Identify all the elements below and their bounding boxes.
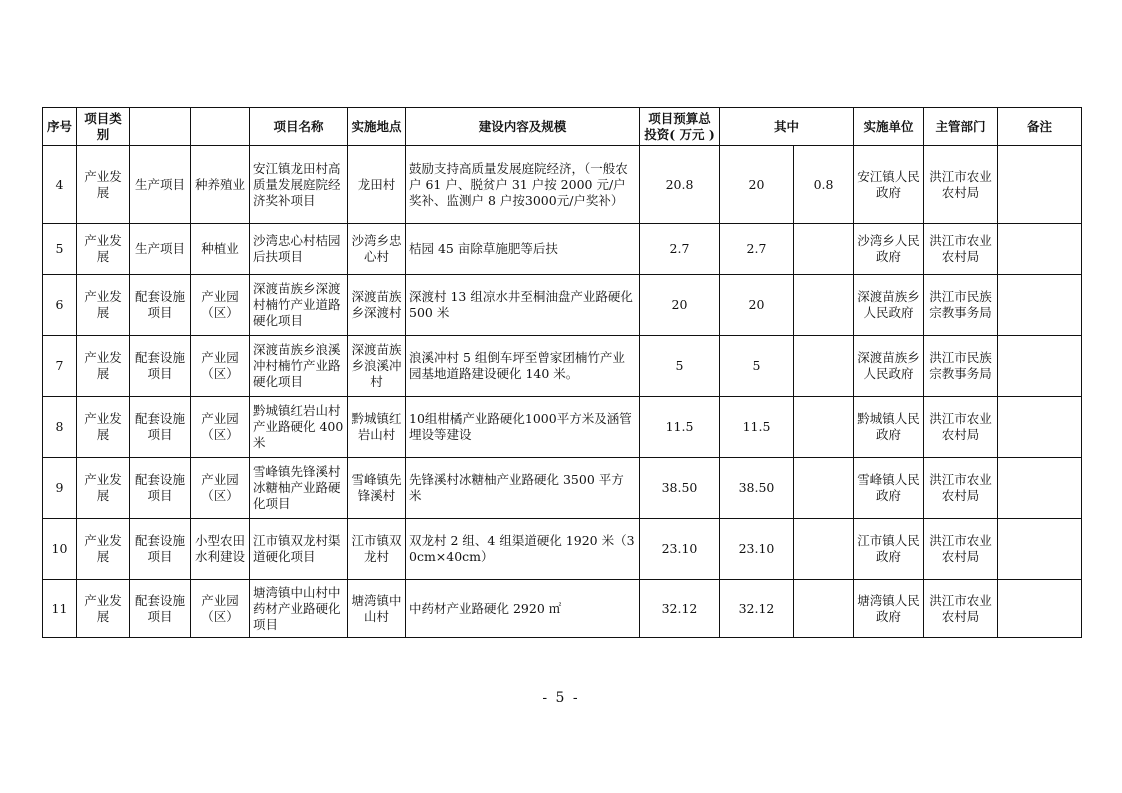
cell-seq: 11 (43, 580, 77, 638)
header-category: 项目类别 (77, 108, 130, 146)
table-row (43, 146, 1082, 224)
cell-subtype: 种植业 (191, 224, 250, 275)
cell-name: 江市镇双龙村渠道硬化项目 (250, 519, 348, 580)
cell-content: 双龙村 2 组、4 组渠道硬化 1920 米（30cm×40cm） (406, 519, 640, 580)
cell-fund-a: 2.7 (720, 224, 794, 275)
cell-fund-b (794, 336, 854, 397)
header-of-which: 其中 (720, 108, 854, 146)
header-dept: 主管部门 (924, 108, 998, 146)
page-number: - 5 - (542, 690, 580, 706)
cell-fund-a: 38.50 (720, 458, 794, 519)
cell-type: 配套设施项目 (130, 519, 191, 580)
cell-category: 产业发展 (77, 519, 130, 580)
cell-seq: 6 (43, 275, 77, 336)
cell-name: 雪峰镇先锋溪村冰糖柚产业路硬化项目 (250, 458, 348, 519)
cell-location: 深渡苗族乡深渡村 (348, 275, 406, 336)
cell-content: 中药材产业路硬化 2920 ㎡ (406, 580, 640, 638)
cell-subtype: 产业园（区） (191, 580, 250, 638)
cell-category: 产业发展 (77, 224, 130, 275)
cell-fund-a: 5 (720, 336, 794, 397)
cell-dept: 洪江市农业农村局 (924, 224, 998, 275)
cell-dept: 洪江市农业农村局 (924, 146, 998, 224)
cell-remark (998, 397, 1082, 458)
cell-category: 产业发展 (77, 336, 130, 397)
cell-unit: 塘湾镇人民政府 (854, 580, 924, 638)
table-row (43, 580, 1082, 638)
cell-content: 10组柑橘产业路硬化1000平方米及涵管埋设等建设 (406, 397, 640, 458)
cell-fund-b (794, 580, 854, 638)
cell-type: 配套设施项目 (130, 275, 191, 336)
cell-budget: 32.12 (640, 580, 720, 638)
cell-seq: 5 (43, 224, 77, 275)
cell-fund-a: 11.5 (720, 397, 794, 458)
cell-fund-a: 32.12 (720, 580, 794, 638)
project-table (42, 107, 1082, 638)
cell-fund-a: 20 (720, 146, 794, 224)
cell-fund-a: 23.10 (720, 519, 794, 580)
cell-remark (998, 336, 1082, 397)
cell-seq: 4 (43, 146, 77, 224)
cell-location: 沙湾乡忠心村 (348, 224, 406, 275)
cell-type: 生产项目 (130, 146, 191, 224)
cell-subtype: 产业园（区） (191, 458, 250, 519)
cell-fund-b: 0.8 (794, 146, 854, 224)
cell-dept: 洪江市民族宗教事务局 (924, 336, 998, 397)
cell-type: 配套设施项目 (130, 580, 191, 638)
cell-unit: 安江镇人民政府 (854, 146, 924, 224)
cell-name: 沙湾忠心村桔园后扶项目 (250, 224, 348, 275)
cell-name: 黔城镇红岩山村产业路硬化 400 米 (250, 397, 348, 458)
cell-fund-b (794, 519, 854, 580)
cell-seq: 8 (43, 397, 77, 458)
header-sub2 (191, 108, 250, 146)
cell-budget: 38.50 (640, 458, 720, 519)
cell-unit: 深渡苗族乡人民政府 (854, 275, 924, 336)
cell-name: 深渡苗族乡深渡村楠竹产业道路硬化项目 (250, 275, 348, 336)
cell-dept: 洪江市农业农村局 (924, 397, 998, 458)
cell-seq: 9 (43, 458, 77, 519)
cell-location: 雪峰镇先锋溪村 (348, 458, 406, 519)
cell-category: 产业发展 (77, 580, 130, 638)
cell-subtype: 种养殖业 (191, 146, 250, 224)
cell-content: 桔园 45 亩除草施肥等后扶 (406, 224, 640, 275)
header-location: 实施地点 (348, 108, 406, 146)
cell-dept: 洪江市农业农村局 (924, 519, 998, 580)
cell-unit: 江市镇人民政府 (854, 519, 924, 580)
cell-content: 深渡村 13 组凉水井至桐油盘产业路硬化 500 米 (406, 275, 640, 336)
cell-subtype: 产业园（区） (191, 397, 250, 458)
cell-remark (998, 519, 1082, 580)
header-remark: 备注 (998, 108, 1082, 146)
cell-type: 配套设施项目 (130, 336, 191, 397)
cell-fund-b (794, 397, 854, 458)
table-row (43, 519, 1082, 580)
cell-category: 产业发展 (77, 275, 130, 336)
table-row (43, 275, 1082, 336)
cell-budget: 2.7 (640, 224, 720, 275)
header-name: 项目名称 (250, 108, 348, 146)
header-seq: 序号 (43, 108, 77, 146)
cell-unit: 沙湾乡人民政府 (854, 224, 924, 275)
table-row (43, 336, 1082, 397)
cell-remark (998, 275, 1082, 336)
table-header-row (43, 108, 1082, 146)
header-sub1 (130, 108, 191, 146)
table-row (43, 458, 1082, 519)
cell-remark (998, 458, 1082, 519)
cell-fund-b (794, 275, 854, 336)
cell-name: 深渡苗族乡浪溪冲村楠竹产业路硬化项目 (250, 336, 348, 397)
cell-location: 塘湾镇中山村 (348, 580, 406, 638)
cell-location: 龙田村 (348, 146, 406, 224)
cell-unit: 深渡苗族乡人民政府 (854, 336, 924, 397)
cell-subtype: 小型农田水利建设 (191, 519, 250, 580)
cell-type: 配套设施项目 (130, 397, 191, 458)
cell-category: 产业发展 (77, 458, 130, 519)
cell-unit: 雪峰镇人民政府 (854, 458, 924, 519)
header-budget: 项目预算总投资( 万元 ) (640, 108, 720, 146)
cell-remark (998, 146, 1082, 224)
table-row (43, 397, 1082, 458)
cell-fund-b (794, 224, 854, 275)
cell-fund-b (794, 458, 854, 519)
cell-budget: 23.10 (640, 519, 720, 580)
cell-name: 安江镇龙田村高质量发展庭院经济奖补项目 (250, 146, 348, 224)
cell-content: 浪溪冲村 5 组倒车坪至曾家团楠竹产业园基地道路建设硬化 140 米。 (406, 336, 640, 397)
cell-type: 配套设施项目 (130, 458, 191, 519)
cell-category: 产业发展 (77, 397, 130, 458)
cell-subtype: 产业园（区） (191, 275, 250, 336)
cell-fund-a: 20 (720, 275, 794, 336)
cell-dept: 洪江市农业农村局 (924, 458, 998, 519)
header-unit: 实施单位 (854, 108, 924, 146)
cell-content: 鼓励支持高质量发展庭院经济，（一般农户 61 户、脱贫户 31 户按 2000 元/户奖补、监测户 8 户按3000元/户奖补） (406, 146, 640, 224)
cell-budget: 20.8 (640, 146, 720, 224)
cell-dept: 洪江市农业农村局 (924, 580, 998, 638)
cell-seq: 10 (43, 519, 77, 580)
cell-unit: 黔城镇人民政府 (854, 397, 924, 458)
cell-subtype: 产业园（区） (191, 336, 250, 397)
cell-type: 生产项目 (130, 224, 191, 275)
cell-budget: 20 (640, 275, 720, 336)
cell-location: 深渡苗族乡浪溪冲村 (348, 336, 406, 397)
cell-remark (998, 580, 1082, 638)
cell-content: 先锋溪村冰糖柚产业路硬化 3500 平方米 (406, 458, 640, 519)
cell-budget: 5 (640, 336, 720, 397)
table-row (43, 224, 1082, 275)
cell-budget: 11.5 (640, 397, 720, 458)
cell-location: 黔城镇红岩山村 (348, 397, 406, 458)
cell-category: 产业发展 (77, 146, 130, 224)
cell-seq: 7 (43, 336, 77, 397)
cell-dept: 洪江市民族宗教事务局 (924, 275, 998, 336)
header-content: 建设内容及规模 (406, 108, 640, 146)
cell-name: 塘湾镇中山村中药材产业路硬化项目 (250, 580, 348, 638)
cell-location: 江市镇双龙村 (348, 519, 406, 580)
cell-remark (998, 224, 1082, 275)
